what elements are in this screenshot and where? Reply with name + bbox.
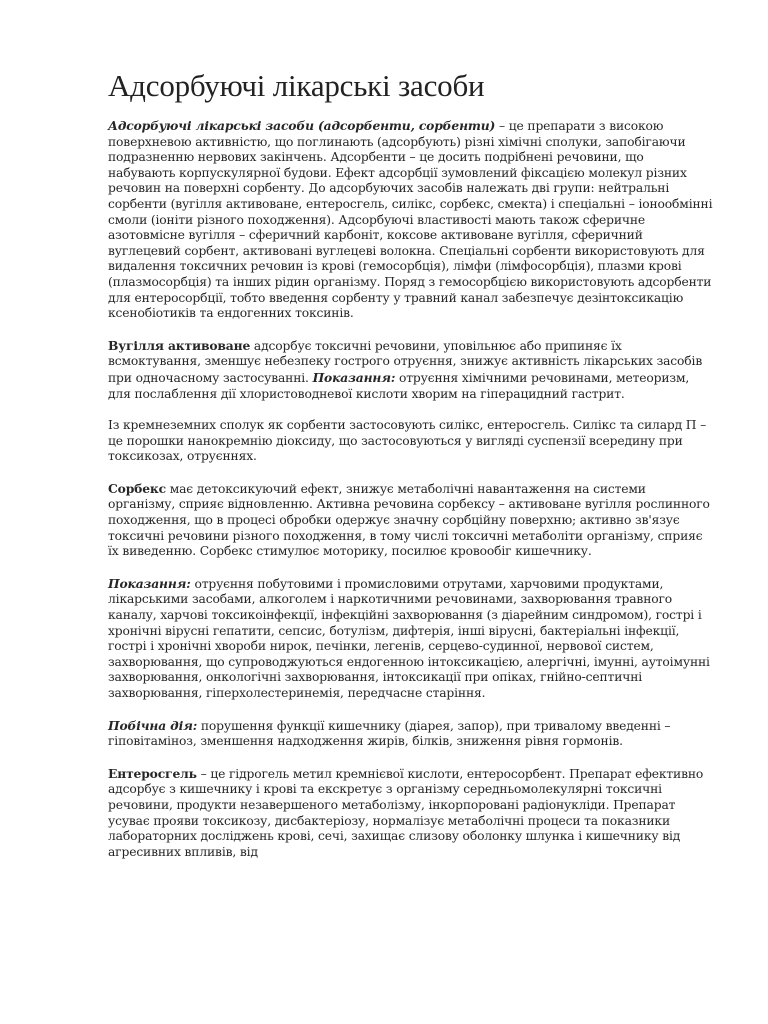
paragraph-indications bbox=[108, 576, 713, 702]
term-activated-charcoal: Вугілля активоване bbox=[108, 337, 251, 353]
paragraph-silica bbox=[108, 418, 713, 465]
paragraph-text: Із кремнеземних сполук як сорбенти застосовують силікс, ентеросгель. Силікс та силард П – це порошки нанокремнію діоксиду, що застосовуються у вигляді суспензії всередину при токсикозах, отруєннях. bbox=[108, 418, 707, 464]
term-indications: Показання: bbox=[108, 575, 191, 591]
document-page bbox=[108, 68, 713, 876]
paragraph-enterosgel bbox=[108, 766, 713, 861]
term-enterosgel: Ентеросгель bbox=[108, 765, 197, 781]
paragraph-text: – це гідрогель метил кремнієвої кислоти, ентеросорбент. Препарат ефективно адсорбує з кишечнику і крові та екскретує з організму середньомолекулярні токсичні речовини, продукти незавершеного метаболізму, інкорпоровані радіонукліди. Препарат усуває прояви токсикозу, дисбактеріозу, нормалізує метаболічні процеси та показники лабораторних досліджень крові, сечі, захищає слизову оболонку шлунка і кишечнику від агресивних впливів, від bbox=[108, 766, 704, 859]
paragraph-text: – це препарати з високою поверхневою активністю, що поглинають (адсорбують) різні хімічні сполуки, запобігаючи подразненню нервових закінчень. Адсорбенти – це досить подрібнені речовини, що набувають корпускулярної будови. Ефект адсорбції зумовлений фіксацією молекул різних речовин на поверхні сорбенту. До адсорбуючих засобів належать дві групи: нейтральні сорбенти (вугілля активоване, ентеросгель, силікс, сорбекс, смекта) і спеціальні – іонообмінні смоли (іоніти різного походження). Адсорбуючі властивості мають також сферичне азотовмісне вугілля – сферичний карбоніт, коксове активоване вугілля, сферичний вуглецевий сорбент, активовані вуглецеві волокна. Спеціальні сорбенти використовують для видалення токсичних речовин із крові (гемосорбція), лімфи (лімфосорбція), плазми крові (плазмосорбція) та інших рідин організму. Поряд з гемосорбцією використовують адсорбенти для ентеросорбції, тобто введення сорбенту у травний канал забезпечує дезінтоксикацію ксенобіотиків та ендогенних токсинів. bbox=[108, 119, 713, 321]
paragraph-text: отруєння хімічними речовинами, метеоризм, для послаблення дії хлористоводневої кислоти хворим на гіперацидний гастрит. bbox=[108, 370, 690, 401]
paragraph-intro bbox=[108, 118, 713, 322]
term-indications: Показання: bbox=[312, 369, 396, 385]
paragraph-activated-charcoal bbox=[108, 338, 713, 402]
paragraph-text: отруєння побутовими і промисловими отрутами, харчовими продуктами, лікарськими засобами, алкоголем і наркотичними речовинами, захворювання травного каналу, харчові токсикоінфекції, інфекційні захворювання (з діарейним синдромом), гострі і хронічні вірусні гепатити, сепсис, ботулізм, дифтерія, інші вірусні, бактеріальні інфекції, гострі і хронічні хвороби нирок, печінки, легенів, серцево-судинної, нервової систем, захворювання, що супроводжуються ендогенною інтоксикацією, алергічні, імунні, аутоімунні захворювання, онкологічні захворювання, інтоксикації при опіках, гнійно-септичні захворювання, гіперхолестеринемія, передчасне старіння. bbox=[108, 576, 710, 700]
term-side-effects: Побічна дія: bbox=[108, 717, 198, 733]
paragraph-text: порушення функції кишечнику (діарея, запор), при тривалому введенні – гіповітаміноз, зменшення надходження жирів, білків, зниження рівня гормонів. bbox=[108, 718, 671, 749]
term-adsorbents: Адсорбуючі лікарські засоби (адсорбенти, сорбенти) bbox=[108, 118, 496, 133]
paragraph-text: має детоксикуючий ефект, знижує метаболічні навантаження на системи організму, сприяє відновленню. Активна речовина сорбексу – активоване вугілля рослинного походження, що в процесі обробки одержує значну сорбційну поверхню; активно зв'язує токсичні речовини різного походження, в тому числі токсичні метаболіти організму, сприяє їх виведенню. Сорбекс стимулює моторику, посилює кровообіг кишечнику. bbox=[108, 481, 710, 559]
paragraph-sorbex bbox=[108, 481, 713, 560]
page-title: Адсорбуючі лікарські засоби bbox=[108, 68, 485, 103]
term-sorbex: Сорбекс bbox=[108, 480, 166, 496]
paragraph-side-effects bbox=[108, 718, 713, 750]
paragraph-text: адсорбує токсичні речовини, уповільнює або припиняє їх всмоктування, зменшує небезпеку гострого отруєння, знижує активність лікарських засобів при одночасному застосуванні. bbox=[108, 338, 703, 385]
